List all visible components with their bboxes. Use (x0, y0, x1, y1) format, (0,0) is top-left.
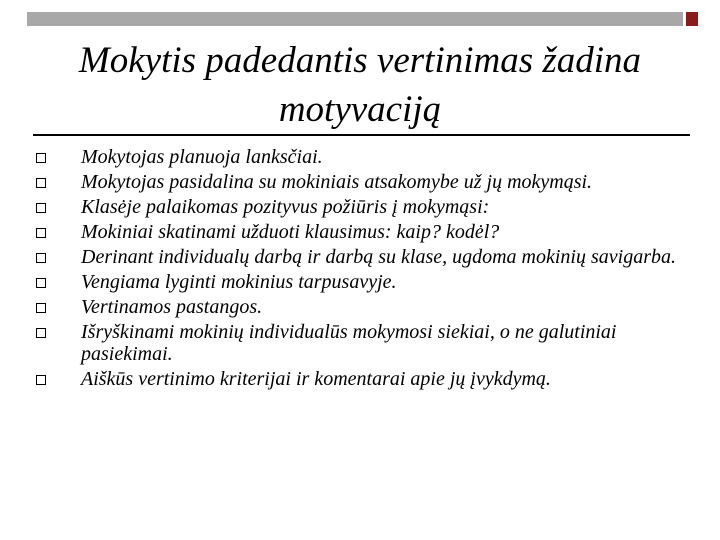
bullet-item (36, 246, 686, 268)
square-bullet-icon (36, 178, 46, 188)
bullet-text: Vertinamos pastangos. (81, 296, 263, 318)
square-bullet-icon (36, 375, 46, 385)
square-bullet-icon (36, 228, 46, 238)
bullet-item (36, 271, 686, 293)
bullet-item (36, 296, 686, 318)
bullet-text: Mokiniai skatinami užduoti klausimus: kaip? kodėl? (81, 221, 500, 243)
bullet-text: Derinant individualų darbą ir darbą su klase, ugdoma mokinių savigarba. (81, 246, 676, 268)
bullet-text: Aiškūs vertinimo kriterijai ir komentarai apie jų įvykdymą. (81, 368, 551, 390)
square-bullet-icon (36, 278, 46, 288)
header-accent-bar (27, 12, 683, 26)
slide-title: Mokytis padedantis vertinimas žadina motyvaciją (78, 40, 642, 130)
bullet-item (36, 321, 686, 365)
square-bullet-icon (36, 303, 46, 313)
square-bullet-icon (36, 328, 46, 338)
bullet-text: Vengiama lyginti mokinius tarpusavyje. (81, 271, 397, 293)
square-bullet-icon (36, 253, 46, 263)
square-bullet-icon (36, 203, 46, 213)
bullet-text: Mokytojas pasidalina su mokiniais atsakomybe už jų mokymąsi. (81, 171, 593, 193)
bullet-item (36, 196, 686, 218)
square-bullet-icon (36, 153, 46, 163)
bullet-item (36, 146, 686, 168)
bullet-text: Mokytojas planuoja lanksčiai. (81, 146, 323, 168)
bullet-item (36, 221, 686, 243)
bullet-text: Klasėje palaikomas pozityvus požiūris į mokymąsi: (81, 196, 490, 218)
corner-accent-square (686, 12, 698, 26)
bullet-list (36, 146, 686, 393)
title-divider (33, 134, 690, 136)
bullet-item (36, 368, 686, 390)
bullet-text: Išryškinami mokinių individualūs mokymosi siekiai, o ne galutiniai pasiekimai. (81, 321, 617, 365)
bullet-item (36, 171, 686, 193)
